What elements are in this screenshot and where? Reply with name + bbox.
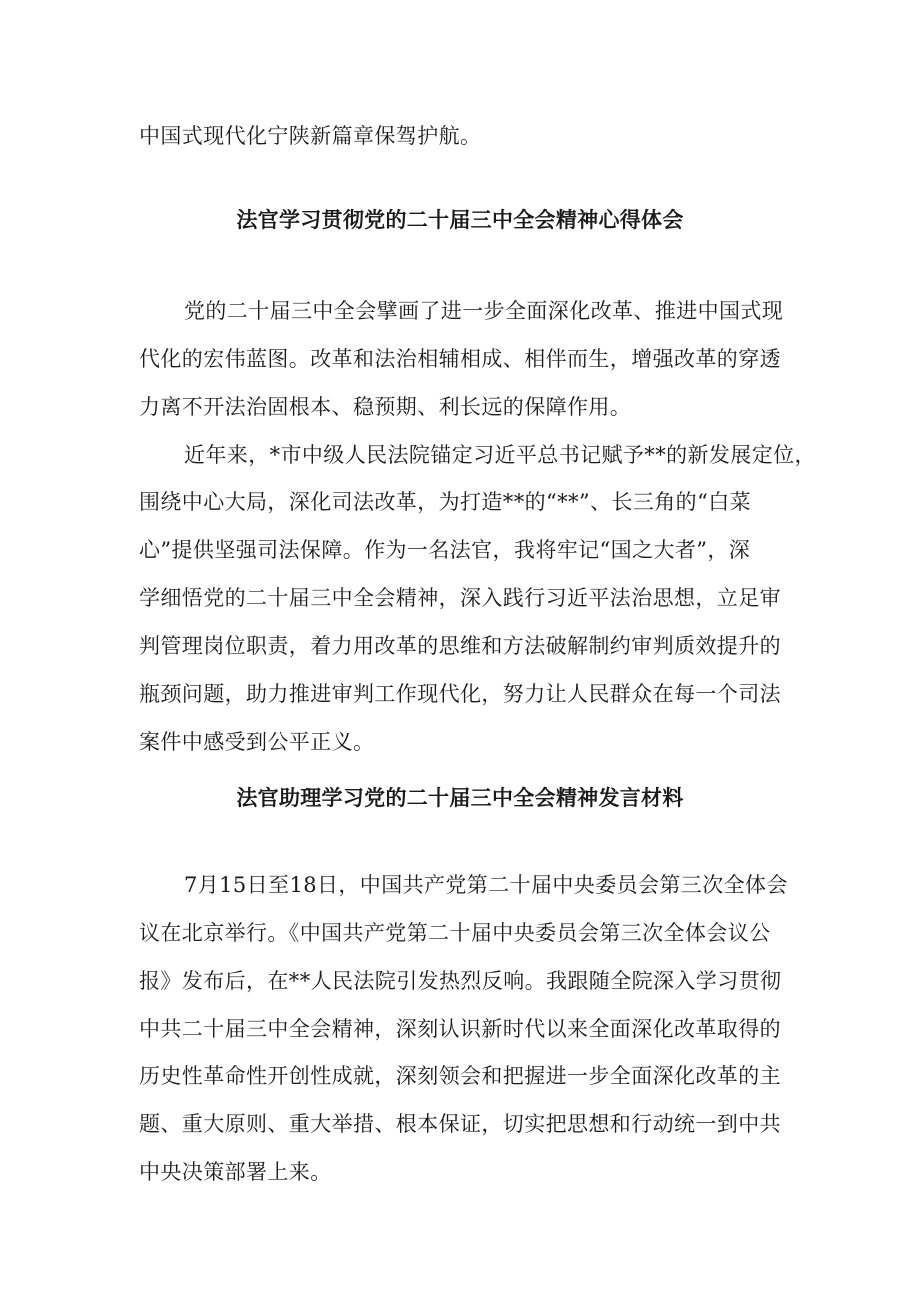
carryover-text-line: 中国式现代化宁陕新篇章保驾护航。 (139, 124, 482, 148)
section-1-para-2-line: 围绕中心大局，深化司法改革，为打造**的“**”、长三角的“白菜 (139, 490, 752, 514)
section-1-title: 法官学习贯彻党的二十届三中全会精神心得体会 (236, 208, 684, 232)
section-2-para-1-line: 议在北京举行。《中国共产党第二十届中央委员会第三次全体会议公 (139, 921, 771, 945)
section-1-para-1-line: 力离不开法治固根本、稳预期、利长远的保障作用。 (139, 395, 632, 419)
section-1-para-2-line: 近年来，*市中级人民法院锚定习近平总书记赋予**的新发展定位， (184, 443, 816, 467)
section-1-para-2-line: 学细悟党的二十届三中全会精神，深入践行习近平法治思想，立足审 (139, 586, 781, 610)
section-1-para-2-line: 案件中感受到公平正义。 (139, 730, 375, 754)
section-2-para-1-line: 题、重大原则、重大举措、根本保证，切实把思想和行动统一到中共 (139, 1112, 781, 1136)
section-1-para-1-line: 代化的宏伟蓝图。改革和法治相辅相成、相伴而生，增强改革的穿透 (139, 347, 781, 371)
section-2-para-1-line: 报》发布后，在**人民法院引发热烈反响。我跟随全院深入学习贯彻 (139, 969, 782, 993)
section-1-para-2-line: 瓶颈问题，助力推进审判工作现代化，努力让人民群众在每一个司法 (139, 682, 781, 706)
section-1-para-1-line: 党的二十届三中全会擘画了进一步全面深化改革、推进中国式现 (184, 299, 784, 323)
section-1-para-2-line: 判管理岗位职责，着力用改革的思维和方法破解制约审判质效提升的 (139, 634, 781, 658)
section-2-title: 法官助理学习党的二十届三中全会精神发言材料 (236, 786, 684, 810)
section-2-para-1-line: 历史性革命性开创性成就，深刻领会和把握进一步全面深化改革的主 (139, 1064, 781, 1088)
section-2-para-1-line: 中央决策部署上来。 (139, 1160, 332, 1184)
section-2-para-1-line: 7月15日至18日，中国共产党第二十届中央委员会第三次全体会 (184, 873, 788, 897)
section-2-para-1-line: 中共二十届三中全会精神，深刻认识新时代以来全面深化改革取得的 (139, 1017, 781, 1041)
section-1-para-2-line: 心”提供坚强司法保障。作为一名法官，我将牢记“国之大者”，深 (139, 538, 751, 562)
